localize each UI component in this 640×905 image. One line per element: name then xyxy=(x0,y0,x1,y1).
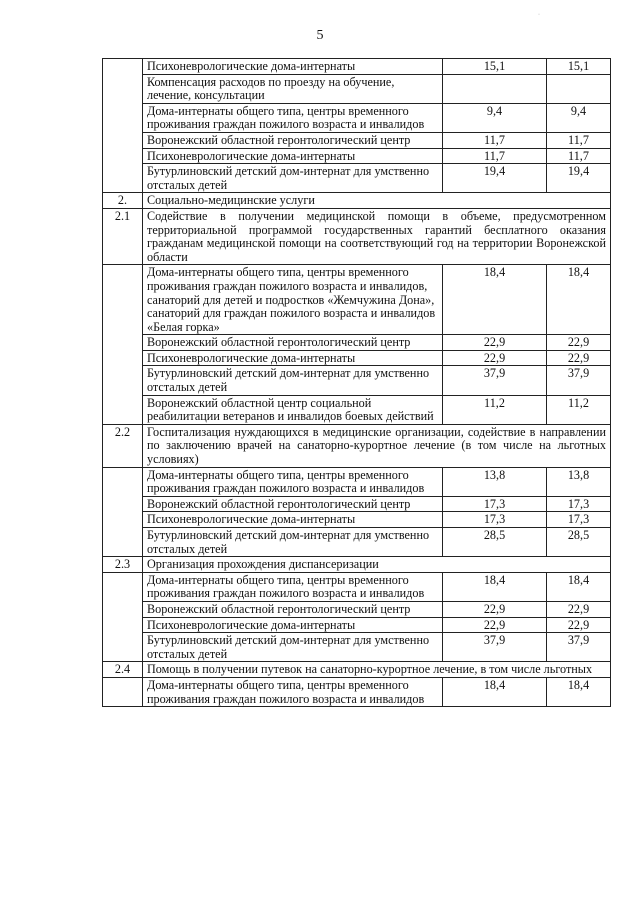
tariff-value-1: 11,7 xyxy=(443,132,547,148)
tariff-value-1: 11,2 xyxy=(443,395,547,424)
institution-row xyxy=(103,265,611,335)
table-body xyxy=(103,59,611,707)
section-row xyxy=(103,557,611,573)
section-row xyxy=(103,662,611,678)
institution-row xyxy=(103,132,611,148)
tariff-value-2: 11,2 xyxy=(547,395,611,424)
institution-name: Психоневрологические дома-интернаты xyxy=(143,59,443,75)
tariff-value-2: 22,9 xyxy=(547,350,611,366)
tariff-value-1: 37,9 xyxy=(443,366,547,395)
institution-row xyxy=(103,366,611,395)
tariff-value-1 xyxy=(443,74,547,103)
tariff-value-2: 9,4 xyxy=(547,103,611,132)
tariff-value-2: 37,9 xyxy=(547,633,611,662)
institution-row xyxy=(103,164,611,193)
tariff-value-2: 22,9 xyxy=(547,601,611,617)
section-number: 2.4 xyxy=(103,662,143,678)
institution-row xyxy=(103,633,611,662)
tariff-value-1: 19,4 xyxy=(443,164,547,193)
institution-name: Дома-интернаты общего типа, центры временного проживания граждан пожилого возраста и инвалидов, санаторий для детей и подростков «Жемчужина Дона», санаторий для граждан пожилого возраста и инвалидов «Белая горка» xyxy=(143,265,443,335)
institution-row xyxy=(103,148,611,164)
tariff-value-1: 18,4 xyxy=(443,265,547,335)
institution-row xyxy=(103,395,611,424)
section-title: Помощь в получении путевок на санаторно-курортное лечение, в том числе льготных xyxy=(143,662,611,678)
tariff-value-2 xyxy=(547,74,611,103)
section-row xyxy=(103,208,611,264)
institution-name: Бутурлиновский детский дом-интернат для умственно отсталых детей xyxy=(143,528,443,557)
institution-row xyxy=(103,601,611,617)
empty-number-cell xyxy=(103,265,143,425)
institution-row xyxy=(103,74,611,103)
section-row xyxy=(103,193,611,209)
institution-name: Дома-интернаты общего типа, центры временного проживания граждан пожилого возраста и инвалидов xyxy=(143,103,443,132)
institution-name: Психоневрологические дома-интернаты xyxy=(143,512,443,528)
institution-name: Дома-интернаты общего типа, центры временного проживания граждан пожилого возраста и инвалидов xyxy=(143,572,443,601)
section-title: Содействие в получении медицинской помощи в объеме, предусмотренном территориальной программой государственных гарантий бесплатного оказания гражданам медицинской помощи на соответствующий год на территории Воронежской области xyxy=(143,208,611,264)
empty-number-cell xyxy=(103,677,143,706)
tariff-value-1: 22,9 xyxy=(443,335,547,351)
section-number: 2.3 xyxy=(103,557,143,573)
section-title: Госпитализация нуждающихся в медицинские организации, содействие в направлении по заключению врачей на санаторно-курортное лечение (в том числе на льготных условиях) xyxy=(143,424,611,467)
institution-row xyxy=(103,59,611,75)
tariff-value-1: 15,1 xyxy=(443,59,547,75)
institution-name: Бутурлиновский детский дом-интернат для умственно отсталых детей xyxy=(143,164,443,193)
institution-row xyxy=(103,572,611,601)
section-number: 2.1 xyxy=(103,208,143,264)
section-title: Организация прохождения диспансеризации xyxy=(143,557,611,573)
tariff-value-2: 18,4 xyxy=(547,572,611,601)
institution-name: Воронежский областной геронтологический центр xyxy=(143,132,443,148)
institution-row xyxy=(103,677,611,706)
tariff-value-2: 22,9 xyxy=(547,335,611,351)
tariff-value-1: 11,7 xyxy=(443,148,547,164)
page-number: 5 xyxy=(316,28,324,43)
tariff-value-2: 17,3 xyxy=(547,512,611,528)
section-title: Социально-медицинские услуги xyxy=(143,193,611,209)
tariff-value-1: 22,9 xyxy=(443,617,547,633)
institution-row xyxy=(103,467,611,496)
institution-name: Психоневрологические дома-интернаты xyxy=(143,617,443,633)
institution-name: Воронежский областной геронтологический центр xyxy=(143,335,443,351)
tariff-value-1: 17,3 xyxy=(443,496,547,512)
institution-row xyxy=(103,528,611,557)
tariff-value-2: 13,8 xyxy=(547,467,611,496)
institution-name: Воронежский областной геронтологический центр xyxy=(143,496,443,512)
institution-name: Дома-интернаты общего типа, центры временного проживания граждан пожилого возраста и инвалидов xyxy=(143,467,443,496)
tariff-value-2: 37,9 xyxy=(547,366,611,395)
tariff-value-1: 9,4 xyxy=(443,103,547,132)
empty-number-cell xyxy=(103,572,143,662)
tariff-value-2: 11,7 xyxy=(547,132,611,148)
tariff-value-2: 22,9 xyxy=(547,617,611,633)
institution-name: Психоневрологические дома-интернаты xyxy=(143,148,443,164)
tariff-value-2: 11,7 xyxy=(547,148,611,164)
institution-name: Бутурлиновский детский дом-интернат для умственно отсталых детей xyxy=(143,633,443,662)
services-tariff-table xyxy=(102,58,611,707)
tariff-value-1: 13,8 xyxy=(443,467,547,496)
section-number: 2. xyxy=(103,193,143,209)
empty-number-cell xyxy=(103,467,143,557)
tariff-value-2: 18,4 xyxy=(547,677,611,706)
tariff-value-1: 18,4 xyxy=(443,677,547,706)
tariff-value-2: 17,3 xyxy=(547,496,611,512)
tariff-value-2: 18,4 xyxy=(547,265,611,335)
tariff-value-1: 18,4 xyxy=(443,572,547,601)
institution-row xyxy=(103,496,611,512)
institution-row xyxy=(103,335,611,351)
empty-number-cell xyxy=(103,59,143,193)
scan-mark: · xyxy=(538,12,540,18)
section-row xyxy=(103,424,611,467)
institution-name: Воронежский областной центр социальной реабилитации ветеранов и инвалидов боевых действий xyxy=(143,395,443,424)
institution-row xyxy=(103,103,611,132)
institution-name: Воронежский областной геронтологический центр xyxy=(143,601,443,617)
tariff-value-1: 17,3 xyxy=(443,512,547,528)
tariff-value-1: 37,9 xyxy=(443,633,547,662)
tariff-value-2: 19,4 xyxy=(547,164,611,193)
tariff-value-2: 28,5 xyxy=(547,528,611,557)
institution-name: Психоневрологические дома-интернаты xyxy=(143,350,443,366)
institution-name: Дома-интернаты общего типа, центры временного проживания граждан пожилого возраста и инвалидов xyxy=(143,677,443,706)
tariff-value-1: 22,9 xyxy=(443,601,547,617)
tariff-value-2: 15,1 xyxy=(547,59,611,75)
institution-row xyxy=(103,512,611,528)
institution-name: Бутурлиновский детский дом-интернат для умственно отсталых детей xyxy=(143,366,443,395)
institution-row xyxy=(103,617,611,633)
tariff-value-1: 22,9 xyxy=(443,350,547,366)
institution-name: Компенсация расходов по проезду на обучение, лечение, консультации xyxy=(143,74,443,103)
tariff-value-1: 28,5 xyxy=(443,528,547,557)
section-number: 2.2 xyxy=(103,424,143,467)
institution-row xyxy=(103,350,611,366)
